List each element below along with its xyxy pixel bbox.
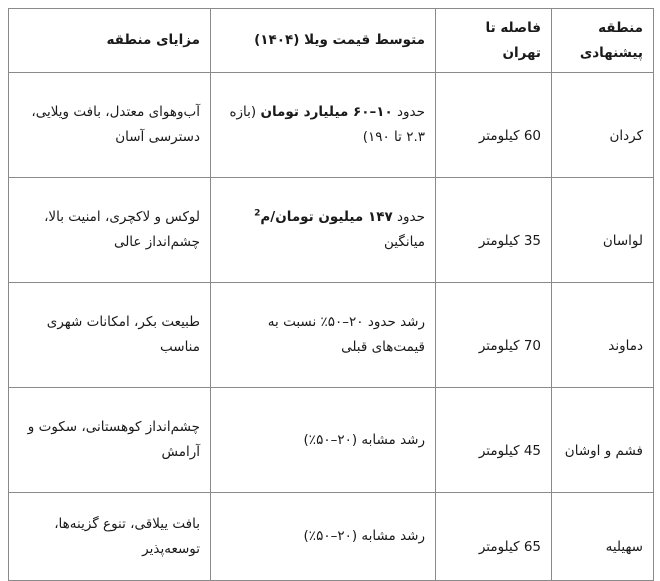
table-row xyxy=(9,178,654,283)
price-bold: ۱۰–۶۰ میلیارد تومان xyxy=(260,104,393,120)
region-cell: فشم و اوشان xyxy=(552,388,654,493)
price-suffix: (بازه ۲.۳ تا ۱۹۰) xyxy=(229,104,425,145)
distance-cell: 60 کیلومتر xyxy=(436,73,552,178)
region-cell: سهیلیه xyxy=(552,493,654,581)
price-cell: رشد مشابه (۲۰–۵۰٪) xyxy=(211,388,436,493)
price-cell xyxy=(211,178,436,283)
price-prefix: حدود xyxy=(392,104,425,120)
header-region: منطقه پیشنهادی xyxy=(552,9,654,73)
advantages-cell: آب‌وهوای معتدل، بافت ویلایی، دسترسی آسان xyxy=(9,73,211,178)
table-row xyxy=(9,493,654,581)
header-price: متوسط قیمت ویلا (۱۴۰۴) xyxy=(211,9,436,73)
advantages-cell: طبیعت بکر، امکانات شهری مناسب xyxy=(9,283,211,388)
price-superscript: 2 xyxy=(254,208,261,219)
distance-cell: 70 کیلومتر xyxy=(436,283,552,388)
region-cell: لواسان xyxy=(552,178,654,283)
advantages-cell: چشم‌انداز کوهستانی، سکوت و آرامش xyxy=(9,388,211,493)
header-distance: فاصله تا تهران xyxy=(436,9,552,73)
advantages-cell: لوکس و لاکچری، امنیت بالا، چشم‌انداز عالی xyxy=(9,178,211,283)
table-row xyxy=(9,388,654,493)
price-suffix: میانگین xyxy=(384,234,425,250)
price-prefix: حدود xyxy=(392,209,425,225)
distance-cell: 45 کیلومتر xyxy=(436,388,552,493)
region-comparison-table-container xyxy=(8,8,653,557)
distance-cell: 65 کیلومتر xyxy=(436,493,552,581)
table-header-row xyxy=(9,9,654,73)
price-cell: رشد حدود ۲۰–۵۰٪ نسبت به قیمت‌های قبلی xyxy=(211,283,436,388)
price-cell: رشد مشابه (۲۰–۵۰٪) xyxy=(211,493,436,581)
region-cell: دماوند xyxy=(552,283,654,388)
table-row xyxy=(9,283,654,388)
price-bold: ۱۴۷ میلیون تومان/م xyxy=(260,209,393,225)
region-comparison-table xyxy=(8,8,654,581)
region-cell: کردان xyxy=(552,73,654,178)
table-row xyxy=(9,73,654,178)
advantages-cell: بافت ییلاقی، تنوع گزینه‌ها، توسعه‌پذیر xyxy=(9,493,211,581)
distance-cell: 35 کیلومتر xyxy=(436,178,552,283)
price-cell xyxy=(211,73,436,178)
header-advantages: مزایای منطقه xyxy=(9,9,211,73)
